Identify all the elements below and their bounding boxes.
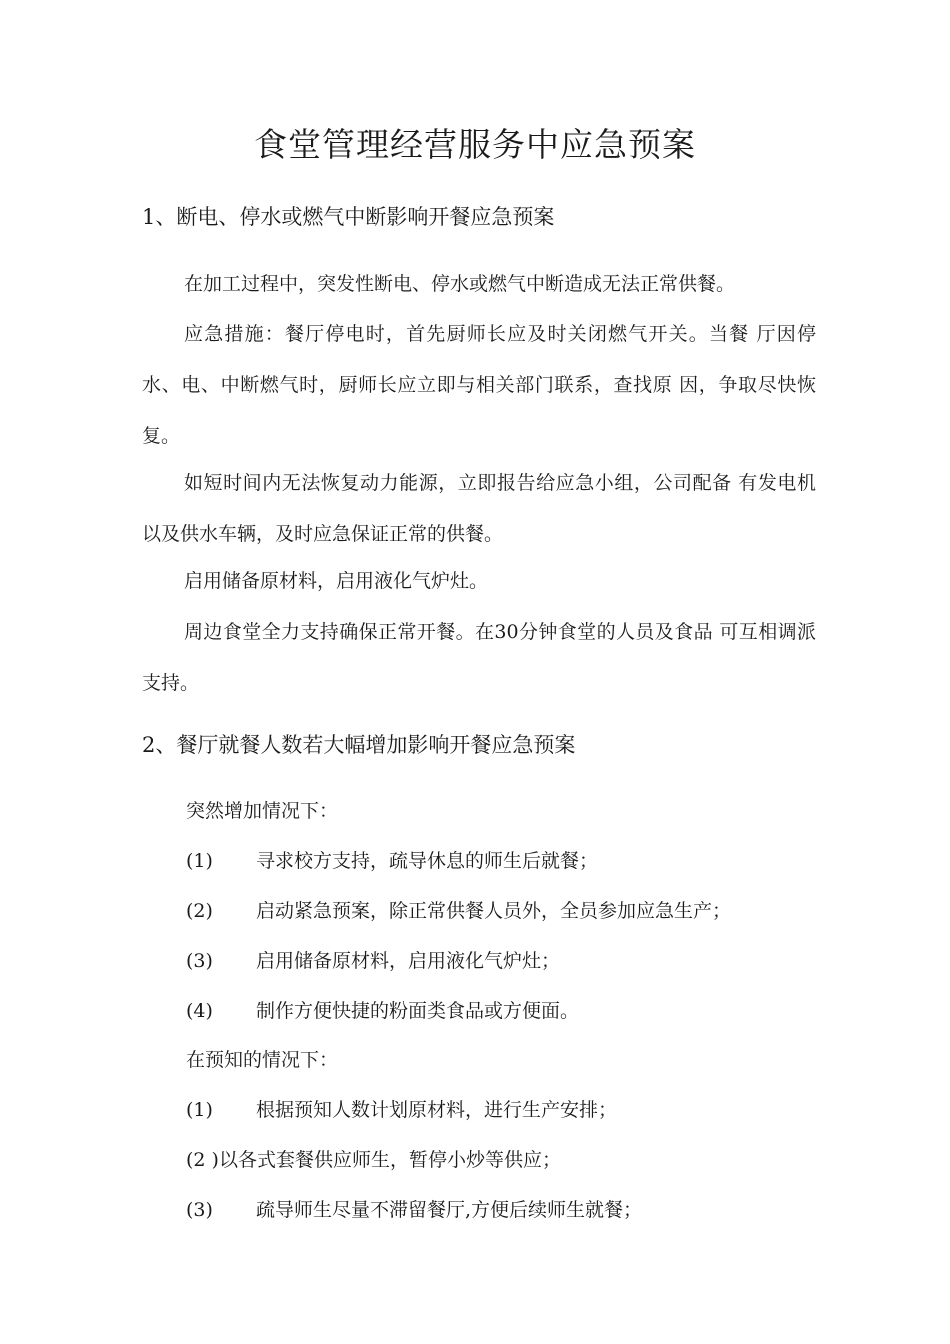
list-item: [186, 996, 579, 1026]
document-title: 食堂管理经营服务中应急预案: [254, 125, 696, 164]
list-item: [186, 896, 731, 926]
list-item-number: (1): [186, 1099, 213, 1121]
sudden-increase-label: 突然增加情况下：: [186, 800, 339, 822]
list-item-number: (2 ): [186, 1149, 219, 1171]
list-item-text: 根据预知人数计划原材料，进行生产安排；: [256, 1099, 618, 1121]
section-1-heading: 1、断电、停水或燃气中断影响开餐应急预案: [142, 205, 555, 229]
section-1-paragraph: 如短时间内无法恢复动力能源，立即报告给应急小组，公司配备 有发电机以及供水车辆，及时应急保证正常的供餐。: [142, 472, 816, 545]
section-2-heading: 2、餐厅就餐人数若大幅增加影响开餐应急预案: [142, 733, 576, 757]
list-item-number: (4): [186, 1000, 213, 1022]
list-item: [186, 946, 560, 976]
list-item-text: 以各式套餐供应师生，暂停小炒等供应；: [218, 1149, 561, 1171]
list-item: [186, 1195, 642, 1225]
list-item-text: 启用储备原材料，启用液化气炉灶；: [256, 950, 561, 972]
list-item: [186, 1145, 561, 1175]
list-item: [186, 1095, 617, 1125]
known-situation-label: 在预知的情况下：: [186, 1049, 339, 1071]
list-item-number: (2): [186, 900, 213, 922]
section-1-paragraph: 在加工过程中，突发性断电、停水或燃气中断造成无法正常供餐。: [184, 273, 736, 295]
section-1-paragraph: 应急措施：餐厅停电时，首先厨师长应及时关闭燃气开关。当餐 厅因停水、电、中断燃气时，厨师长应立即与相关部门联系，查找原 因，争取尽快恢复。: [142, 323, 816, 447]
list-item: [186, 846, 598, 876]
section-1-paragraph: 周边食堂全力支持确保正常开餐。在30分钟食堂的人员及食品 可互相调派支持。: [142, 621, 816, 694]
list-item-number: (3): [186, 1199, 213, 1221]
list-item-text: 寻求校方支持，疏导休息的师生后就餐；: [256, 850, 599, 872]
list-item-text: 启动紧急预案，除正常供餐人员外，全员参加应急生产；: [256, 900, 732, 922]
list-item-text: 制作方便快捷的粉面类食品或方便面。: [256, 1000, 580, 1022]
list-item-text: 疏导师生尽量不滞留餐厅,方便后续师生就餐；: [256, 1199, 643, 1221]
list-item-number: (1): [186, 850, 213, 872]
list-item-number: (3): [186, 950, 213, 972]
section-1-paragraph: 启用储备原材料，启用液化气炉灶。: [184, 570, 489, 592]
